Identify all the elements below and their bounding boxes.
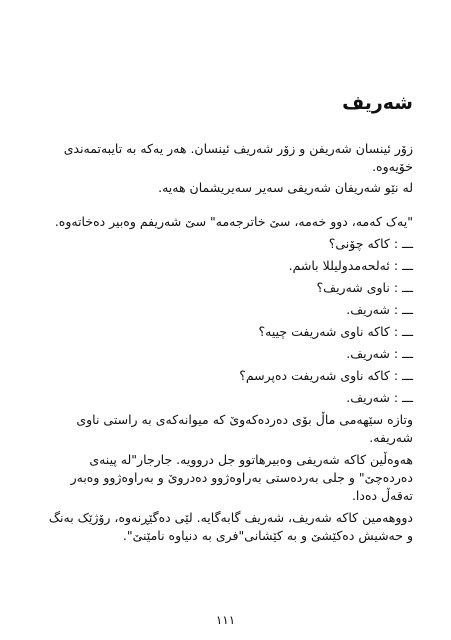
dialogue-line: ـــ : کاکە چۆنی؟: [328, 236, 413, 251]
dialogue-line: ـــ : شەریف.: [346, 390, 413, 405]
paragraph: "یەک کەمە، دوو خەمە، سێ خاترجەمە" سێ شەریفم وەبیر دەخاتەوە.: [54, 214, 413, 229]
body-text: [40, 140, 413, 545]
paragraph: دووهەمین کاکە شەریف، شەریف گابەگایە. لێی دەگێڕنەوە، رۆژێک بەنگ و حەشیش دەکێشێ و بە کێشانی"فری بە دنیاوە نامێنێ".: [48, 510, 413, 543]
dialogue-line: ـــ : کاکە ناوی شەریفت چییە؟: [258, 324, 413, 339]
paragraph: وتازە سێهەمی ماڵ بۆی دەردەکەوێ کە میوانەکەی بە راستی ناوی شەریفە.: [76, 412, 413, 445]
dialogue-line: ـــ : شەریف.: [346, 302, 413, 317]
dialogue-line: ـــ : کاکە ناوی شەریفت دەپرسم؟: [239, 368, 413, 383]
paragraph: زۆر ئینسان شەریفن و زۆر شەریف ئینسان. هەر یەکە بە تایبەتمەندی خۆیەوە.: [63, 141, 413, 174]
page-title: شەریف: [342, 92, 413, 114]
paragraph: لە نێو شەریفان شەریفی سەیر سەیریشمان هەیە.: [158, 180, 413, 195]
dialogue-line: ـــ : شەریف.: [346, 346, 413, 361]
dialogue-line: ـــ : ناوی شەریف؟: [316, 280, 413, 295]
dialogue-line: ـــ : ئەلحەمدولیللا باشم.: [288, 258, 413, 273]
paragraph: هەوەڵین کاکە شەریفی وەبیرهاتوو جل دروویە. جارجار"لە پینەی دەردەچێ" و جلی بەردەستی بەراوەژوو دەدروێ و بەراوەژوو وەبەر تەقەڵ دەدا.: [70, 452, 413, 503]
page-number: ١١١: [215, 613, 236, 627]
